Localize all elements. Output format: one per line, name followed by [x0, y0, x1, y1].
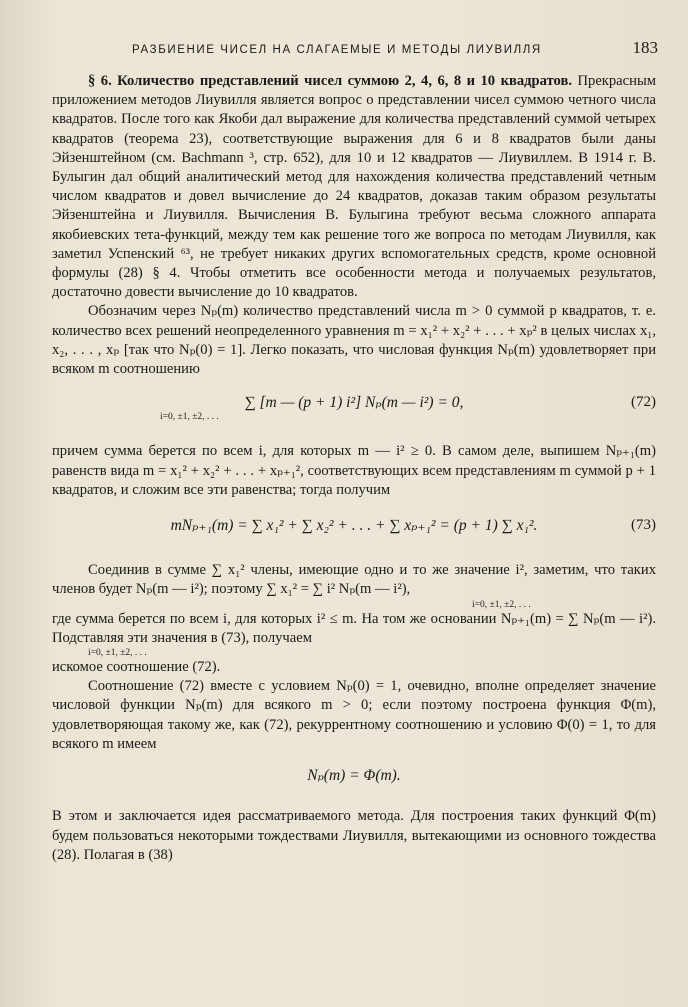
page-number: 183	[632, 38, 658, 57]
equation-72	[52, 393, 656, 412]
section-heading: § 6. Количество представлений чисел суммою 2, 4, 6, 8 и 10 квадратов.	[88, 73, 573, 89]
paragraph-method-idea: В этом и заключается идея рассматриваемого метода. Для построения таких функций Φ(m) будем пользоваться некоторыми тождествами Лиувилля, вытекающими из основного тождества (28). Полагая в (38)	[52, 808, 656, 863]
equation-phi-body: Nₚ(m) = Φ(m).	[307, 767, 401, 785]
equation-73-body: mNₚ₊₁(m) = ∑ x₁² + ∑ x₂² + . . . + ∑ xₚ₊₁² = (p + 1) ∑ x₁².	[170, 517, 538, 535]
equation-72-summation-range: i=0, ±1, ±2, . . .	[160, 412, 219, 423]
running-title: РАЗБИЕНИЕ ЧИСЕЛ НА СЛАГАЕМЫЕ И МЕТОДЫ ЛИУВИЛЛЯ	[132, 44, 542, 56]
sum-range-2: i=0, ±1, ±2, . . .	[88, 648, 147, 659]
equation-72-body: ∑ [m — (p + 1) i²] Nₚ(m — i²) = 0,	[244, 394, 464, 412]
paragraph-uniqueness: Соотношение (72) вместе с условием Nₚ(0) = 1, очевидно, вполне определяет значение числовой функции Nₚ(m) для всякого m > 0; если поэтому построена функция Φ(m), удовлетворяющая такому же, как (72), рекуррентному соотношению и условию Φ(0) = 1, то для всякого m имеем	[52, 678, 656, 752]
paragraph-proof: причем сумма берется по всем i, для которых m — i² ≥ 0. В самом деле, выпишем Nₚ₊₁(m) равенств вида m = x₁² + x₂² + . . . + xₚ₊₁², соответствующих всем представлениям m суммой p + 1 квадратов, и сложим все эти равенства; тогда получим	[52, 443, 656, 498]
equation-73	[52, 516, 656, 535]
paragraph-section-6	[52, 72, 656, 302]
page-body	[52, 72, 656, 865]
paragraph-sum-condition: где сумма берется по всем i, для которых i² ≤ m. На том же основании Nₚ₊₁(m) = ∑ Nₚ(m — i²). Подставляя эти значения в (73), получаем	[52, 610, 656, 646]
equation-72-number: (72)	[631, 394, 656, 411]
sum-range-1: i=0, ±1, ±2, . . .	[472, 599, 531, 610]
paragraph-text: Прекрасным приложением методов Лиувилля является вопрос о представлении чисел суммою четного числа квадратов. После того как Якоби дал выражение для количества представлений суммой четырех квадратов (теорема 23), соответствующие выражения для 6 и 8 квадратов были даны Эйзенштейном (см. Bachmann ³, стр. 652), для 10 и 12 квадратов — Лиувиллем. В 1914 г. В. Булыгин дал общий аналитический метод для нахождения количества представлений четным числом квадратов и довел вычисление до 24 квадратов, доказав таким образом результаты Эйзенштейна и Лиувилля. Вычисления В. Булыгина требуют весьма сложного аппарата якобиевских тета-функций, между тем как решение того же вопроса по методам Лиувилля, как заметил Успенский ⁶³, не требует никаких других вспомогательных средств, кроме основной формулы (28) § 4. Чтобы отметить все особенности метода и получаемых результатов, достаточно довести вычисление до 10 квадратов.	[52, 73, 656, 301]
equation-73-number: (73)	[631, 517, 656, 534]
paragraph-definition: Обозначим через Nₚ(m) количество представлений числа m > 0 суммой p квадратов, т. е. количество всех решений неопределенного уравнения m = x₁² + x₂² + . . . + xₚ² в целых числах x₁, x₂, . . . , xₚ [так что Nₚ(0) = 1]. Легко показать, что числовая функция Nₚ(m) удовлетворяет при всяком m соотношению	[52, 303, 656, 378]
equation-phi	[52, 766, 656, 785]
paragraph-conclusion: искомое соотношение (72).	[52, 659, 221, 676]
paragraph-sum-grouping: Соединив в сумме ∑ x₁² члены, имеющие одно и то же значение i², заметим, что таких членов будет Nₚ(m — i²); поэтому ∑ x₁² = ∑ i² Nₚ(m — i²),	[52, 562, 656, 598]
page-header	[132, 38, 658, 58]
